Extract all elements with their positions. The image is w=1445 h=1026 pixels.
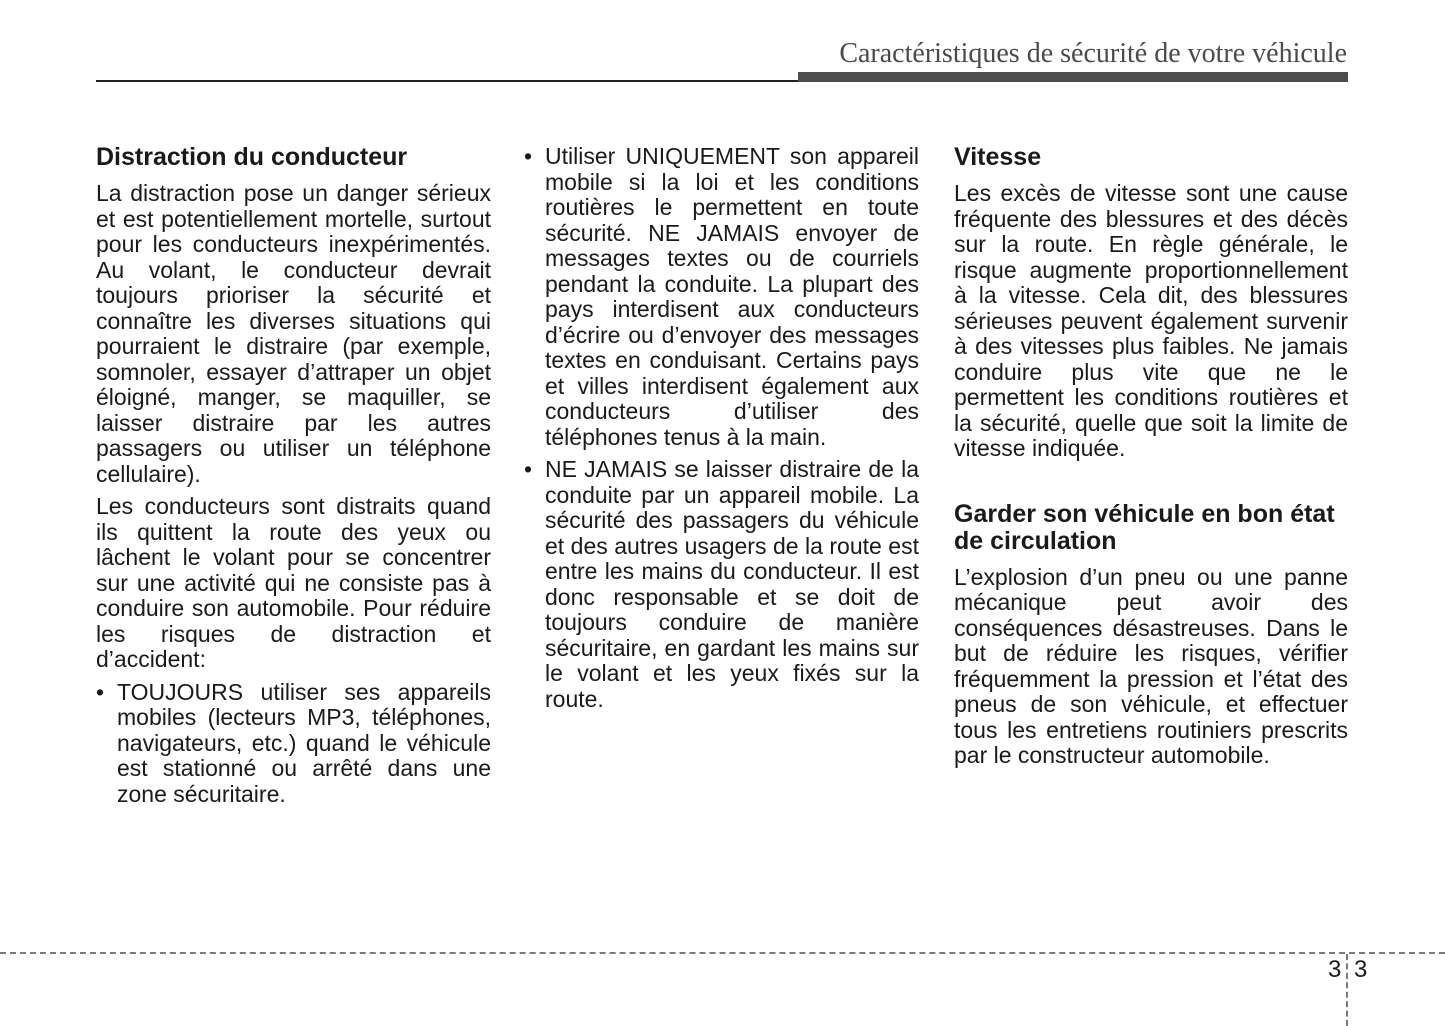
heading-speed: Vitesse — [954, 143, 1042, 171]
paragraph-maintenance: L’explosion d’un pneu ou une panne mécanique peut avoir des conséquences désastreuses. Dans le but de réduire les risques, vérifier fréquemment la pression et l’état des pneus de son véhicule, et effectuer tous les entretiens routiniers prescrits par le constructeur automobile. — [954, 563, 1348, 768]
list-item-text: NE JAMAIS se laisser distraire de la conduite par un appareil mobile. La sécurité des passagers du véhicule et des autres usagers de la route est entre les mains du conducteur. Il est donc responsable et se doit de toujours conduire de manière sécuritaire, en gardant les mains sur le volant et les yeux fixés sur la route. — [545, 456, 919, 712]
paragraph-speed: Les excès de vitesse sont une cause fréquente des blessures et des décès sur la route. En règle générale, le risque augmente proportionnellement à la vitesse. Cela dit, des blessures sérieuses peuvent également survenir à des vitesses plus faibles. Ne jamais conduire plus vite que ne le permettent les conditions routières et la sécurité, quelle que soit la limite de vitesse indiquée. — [954, 180, 1348, 461]
header-rule-thin — [96, 80, 798, 82]
column-left — [96, 144, 491, 814]
list-item-text: Utiliser UNIQUEMENT son appareil mobile si la loi et les conditions routières le permettent en toute sécurité. NE JAMAIS envoyer de messages textes ou de courriels pendant la conduite. La plupart des pays interdisent aux conducteurs d’écrire ou d’envoyer des messages textes en conduisant. Certains pays et villes interdisent également aux conducteurs d’utiliser des téléphones tenus à la main. — [545, 143, 919, 450]
footer-dashed-rule — [0, 952, 1445, 954]
bullet-list-middle — [524, 144, 919, 712]
header-rule-thick — [798, 72, 1348, 82]
column-right — [954, 144, 1348, 776]
list-item-text: TOUJOURS utiliser ses appareils mobiles (lecteurs MP3, téléphones, navigateurs, etc.) quand le véhicule est stationné ou arrêté dans une zone sécuritaire. — [117, 678, 491, 807]
paragraph-distraction-danger: La distraction pose un danger sérieux et est potentiellement mortelle, surtout pour les conducteurs inexpérimentés. Au volant, le conducteur devrait toujours prioriser la sécurité et connaître les diverses situations qui pourraient le distraire (par exemple, somnoler, essayer d’attraper un objet éloigné, manger, se maquiller, se laisser distraire par les autres passagers ou utiliser un téléphone cellulaire). — [96, 180, 491, 487]
paragraph-distracted-drivers: Les conducteurs sont distraits quand ils quittent la route des yeux ou lâchent le volant pour se concentrer sur une activité qui ne consiste pas à conduire son automobile. Pour réduire les risques de distraction et d’accident: — [96, 493, 491, 672]
list-item — [524, 457, 919, 712]
page-number: 3 — [1354, 956, 1368, 983]
bullet-list-left — [96, 680, 491, 808]
list-item — [524, 144, 919, 450]
section-title: Caractéristiques de sécurité de votre véhicule — [839, 38, 1347, 69]
chapter-number: 3 — [1328, 956, 1342, 983]
heading-driver-distraction: Distraction du conducteur — [96, 143, 408, 171]
list-item — [96, 680, 491, 808]
column-middle — [524, 144, 919, 719]
bullet-glyph: • — [524, 143, 533, 169]
heading-vehicle-maintenance: Garder son véhicule en bon état de circulation — [954, 499, 1335, 555]
page-number-divider — [1346, 954, 1348, 1026]
bullet-glyph: • — [96, 678, 105, 705]
bullet-glyph: • — [524, 456, 533, 482]
